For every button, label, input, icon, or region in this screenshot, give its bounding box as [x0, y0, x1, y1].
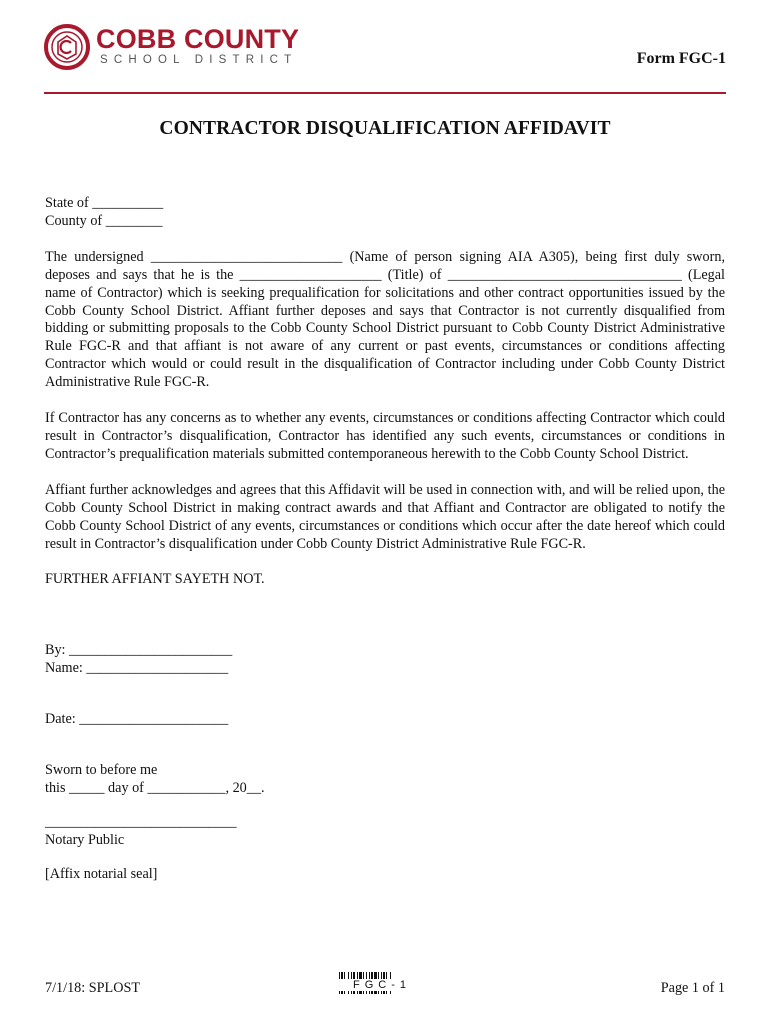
state-field: State of __________: [45, 195, 164, 211]
paragraph-concerns: If Contractor has any concerns as to whether any events, circumstances or conditions affecting Contractor which could result in Contractor’s disqualification, Contractor has identified any such events, circumstances or conditions in Contractor’s prequalification materials submitted contemporaneous herewith to the Cobb County School District.: [45, 410, 725, 462]
county-field: County of ________: [45, 212, 163, 229]
sworn-date-field: this _____ day of ___________, 20__.: [45, 779, 265, 796]
notary-signature-line: ___________________________: [45, 813, 237, 830]
document-header: [44, 22, 726, 94]
form-number: Form FGC-1: [636, 50, 726, 67]
header-divider: [44, 92, 726, 94]
document-title: CONTRACTOR DISQUALIFICATION AFFIDAVIT: [159, 118, 611, 139]
barcode-icon: [339, 972, 429, 994]
district-seal-icon: [44, 24, 90, 70]
cobb-county-logo: [44, 22, 344, 76]
notary-public-label: Notary Public: [45, 831, 125, 848]
logo-subtitle: SCHOOL DISTRICT: [100, 54, 298, 66]
barcode-label: FGC-1: [339, 979, 425, 991]
page-number: Page 1 of 1: [660, 980, 725, 996]
sworn-statement: Sworn to before me: [45, 762, 158, 779]
name-field: Name: ____________________: [45, 660, 229, 677]
footer-revision: 7/1/18: SPLOST: [45, 980, 140, 996]
paragraph-undersigned: The undersigned ___________________________ (Name of person signing AIA A305), being first duly sworn, deposes and says that he is the ____________________ (Title) of _________________________________ (Legal name of Contractor) which is seeking prequalification for solicitations and other contract opportunities issued by the Cobb County School District. Affiant further deposes and says that Contractor is not currently disqualified from bidding or submitting proposals to the Cobb County School District pursuant to Cobb County District Administrative Rule FGC-R and that affiant is not aware of any current or past events, circumstances or conditions affecting Contractor which would or could result in the disqualification of Contractor including under Cobb County District Administrative Rule FGC-R.: [45, 248, 725, 391]
affidavit-body: [45, 195, 725, 884]
closing-statement: FURTHER AFFIANT SAYETH NOT.: [45, 571, 265, 588]
by-signature-field: By: _______________________: [45, 642, 233, 659]
paragraph-acknowledgement: Affiant further acknowledges and agrees that this Affidavit will be used in connection with, and will be relied upon, the Cobb County School District in making contract awards and that Affiant and Contractor are obligated to notify the Cobb County School District of any events, circumstances or conditions which occur after the date hereof which could result in Contractor’s disqualification under Cobb County District Administrative Rule FGC-R.: [45, 481, 725, 552]
logo-wordmark: COBB COUNTY: [96, 24, 300, 54]
date-field: Date: _____________________: [45, 711, 229, 728]
notarial-seal-note: [Affix notarial seal]: [45, 865, 158, 882]
